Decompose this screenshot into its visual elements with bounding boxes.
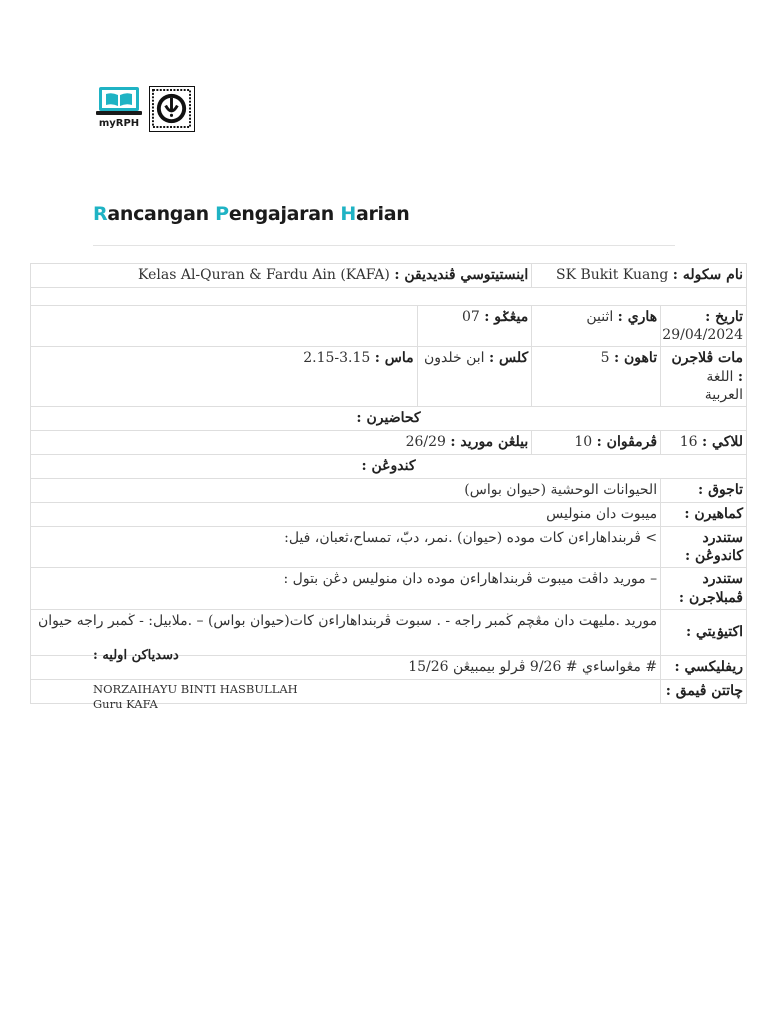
reflection-label: ريفليكسي :: [674, 658, 743, 675]
male-value: 16: [679, 433, 698, 450]
subject-label: مات ڤلاجرن :: [671, 350, 743, 385]
female-value: 10: [574, 433, 593, 450]
teacher-role: Guru KAFA: [93, 696, 158, 711]
year-label: تاهون :: [613, 350, 658, 367]
page-title: Rancangan Pengajaran Harian: [93, 203, 410, 225]
logo-row: [95, 86, 195, 132]
class-value: ابن خلدون: [423, 350, 485, 367]
teacher-info: [93, 682, 298, 712]
school-name-value: SK Bukit Kuang: [555, 267, 669, 283]
day-label: هاري :: [617, 309, 658, 325]
content-standard-value: > ڤربنداهاراءن كات موده (حيوان) .نمر، دبّ، تمساح،ثعبان، فيل:: [31, 526, 661, 567]
school-name-label: نام سکوله :: [672, 267, 743, 283]
signoff: [93, 648, 179, 663]
year-value: 5: [600, 350, 610, 367]
day-value: اثنين: [586, 309, 614, 325]
skill-value: ميبوت دان منوليس: [31, 502, 661, 526]
row-content-standard: [31, 526, 747, 567]
female-label: ڤرمڤوان :: [596, 433, 658, 450]
subject-value: اللغة العربية: [704, 368, 743, 403]
topic-value: الحيوانات الوحشية (حيوان بواس): [31, 478, 661, 502]
notes-label: چاتتن ڤيمق :: [665, 682, 743, 699]
learning-standard-value: – موريد داڤت ميبوت ڤربنداهاراءن موده دان منوليس دڠن بتول :: [31, 568, 661, 609]
date-label: تاريخ :: [705, 309, 743, 325]
date-value: 29/04/2024: [662, 327, 743, 344]
time-value: 3.15-2.15: [303, 350, 371, 367]
content-label: كندوڠن :: [361, 457, 416, 474]
row-school: [31, 264, 747, 288]
myrph-logo: [95, 86, 143, 129]
reflection-value: # مڠواساءي # 9/26 ڤرلو بيمبيڠن 15/26: [31, 655, 661, 679]
row-blank-1: [31, 288, 747, 306]
content-standard-label: ستندرد كاندوڠن :: [685, 529, 743, 565]
logo-text: myRPH: [98, 118, 140, 129]
institution-value: Kelas Al-Quran & Fardu Ain (KAFA): [138, 267, 390, 283]
row-counts: [31, 430, 747, 454]
teacher-name: NORZAIHAYU BINTI HASBULLAH: [93, 682, 298, 696]
row-attendance: [31, 406, 747, 430]
week-label: ميڠݢو :: [484, 309, 529, 325]
row-date: [31, 306, 747, 347]
activity-value: موريد .مليهت دان مڠچم ڬمبر راجه - . سبوت ڤربنداهاراءن كات(حيوان بواس) – .ملابيل: - ڬمبر راجه حيوان: [31, 609, 661, 655]
seal-emblem-icon: [152, 89, 191, 128]
row-skill: [31, 502, 747, 526]
learning-standard-label: ستندرد ڤمبلاجرن :: [678, 571, 743, 606]
class-label: كلس :: [489, 350, 529, 367]
institution-label: اينستيتوسي ڤنديديقن :: [394, 267, 529, 283]
time-label: ماس :: [374, 350, 414, 367]
pupil-count-value: 26/29: [405, 433, 446, 450]
rph-table: [30, 263, 747, 704]
prepared-by-label: دسدياكن اوليه :: [93, 648, 179, 663]
pupil-count-label: بيلڠن موريد :: [450, 433, 529, 450]
activity-label: اكتيۏيتي :: [685, 624, 743, 641]
row-subject: [31, 347, 747, 407]
male-label: للاكي :: [702, 433, 743, 450]
row-content: [31, 454, 747, 478]
skill-label: كماهيرن :: [684, 505, 743, 522]
row-topic: [31, 478, 747, 502]
laptop-book-icon: [96, 86, 142, 116]
seal-logo: [149, 86, 195, 132]
week-value: 07: [461, 309, 480, 325]
title-divider: [93, 245, 675, 246]
attendance-label: كحاضيرن :: [356, 409, 421, 426]
topic-label: تاجوق :: [698, 481, 743, 498]
row-learning-standard: [31, 568, 747, 609]
